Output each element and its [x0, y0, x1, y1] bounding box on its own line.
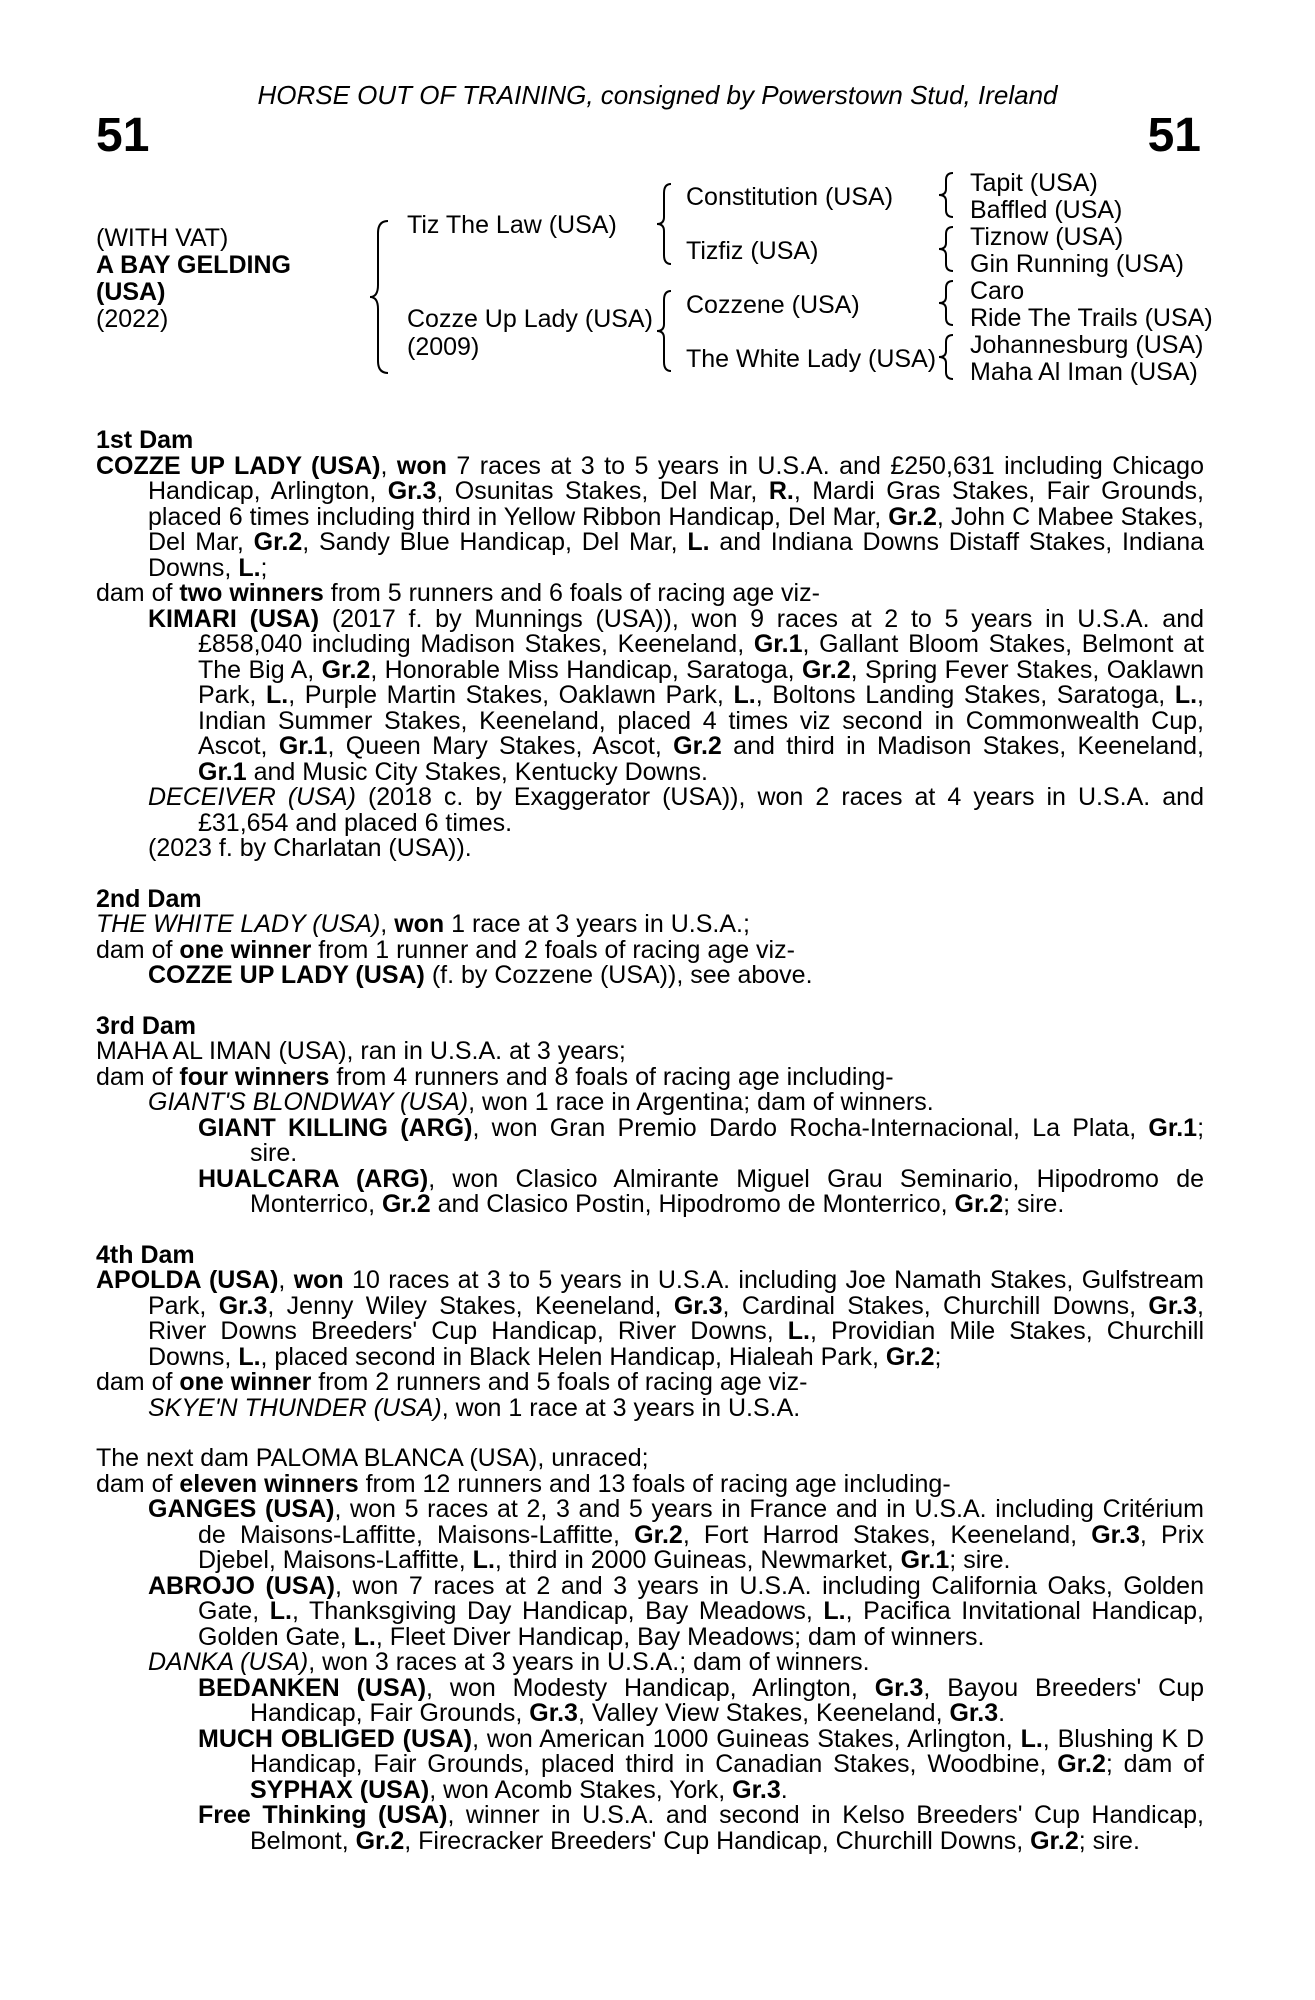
text-run: eleven winners	[179, 1469, 359, 1498]
text-run: .	[998, 1699, 1006, 1727]
text-run: L.	[1174, 681, 1198, 709]
text-run: 7 races at 3 to 5 years in U.S.A. and £250,631 including Chicago Handicap, Arlington,	[148, 451, 1204, 505]
text-run: and Indiana Downs Distaff Stakes, Indiana Downs,	[148, 528, 1204, 582]
dam-section	[96, 1240, 1204, 1422]
pedigree-paragraph	[96, 1673, 1205, 1727]
pedigree-paragraph	[96, 1650, 1204, 1676]
text-run: Gr.1	[278, 732, 328, 760]
text-run: , won Clasico Almirante Miguel Grau Seminario, Hipodromo de Monterrico,	[250, 1164, 1205, 1218]
pedigree-g7: Johannesburg (USA)	[970, 331, 1204, 359]
text-run: dam of	[96, 579, 180, 607]
text-run: one winner	[179, 1368, 312, 1396]
dam-heading: 4th Dam	[96, 1240, 195, 1269]
pedigree-paragraph	[96, 451, 1205, 582]
text-run: GANGES (USA)	[148, 1495, 335, 1523]
text-run: two winners	[179, 579, 324, 607]
text-run: L.	[787, 1317, 810, 1345]
pedigree-paragraph	[96, 785, 1204, 836]
text-run: L.	[238, 553, 261, 582]
text-run: from 2 runners and 5 foals of racing age viz-	[311, 1368, 808, 1396]
text-run: Free Thinking (USA)	[198, 1801, 448, 1829]
text-run: L.	[353, 1622, 376, 1651]
dam-section	[96, 1011, 1205, 1218]
pedigree-g4: Gin Running (USA)	[970, 250, 1184, 278]
text-run: , River Downs Breeders' Cup Handicap, River Downs,	[148, 1291, 1204, 1345]
text-run: and Clasico Postin, Hipodromo de Monterrico,	[430, 1190, 955, 1218]
text-run: Gr.2	[801, 655, 851, 684]
text-run: dam of	[96, 1368, 180, 1396]
pedigree-paragraph	[96, 1039, 1204, 1065]
pedigree-paragraph	[96, 935, 1204, 964]
text-run: , Prix Djebel, Maisons-Laffitte,	[198, 1520, 1204, 1574]
text-run: , Osunitas Stakes, Del Mar,	[436, 477, 769, 505]
horse-year: (2022)	[96, 305, 169, 333]
text-run: ; sire.	[949, 1546, 1011, 1574]
text-run: Gr.3	[732, 1775, 781, 1804]
text-run: Gr.3	[1148, 1291, 1198, 1320]
pedigree-paragraph	[96, 1469, 1204, 1498]
pedigree-brace-g2	[937, 224, 957, 274]
text-run: , Cardinal Stakes, Churchill Downs,	[722, 1291, 1149, 1320]
text-run: , winner in U.S.A. and second in Kelso Breeders' Cup Handicap, Belmont,	[250, 1801, 1204, 1855]
pedigree-g3: Tiznow (USA)	[970, 223, 1124, 251]
text-run: COZZE UP LADY (USA)	[148, 961, 425, 989]
pedigree-sire: Tiz The Law (USA)	[407, 211, 617, 239]
text-run: Gr.2	[888, 502, 937, 531]
text-run: Gr.2	[673, 732, 722, 760]
text-run: ABROJO (USA)	[148, 1571, 335, 1600]
text-run: Gr.3	[218, 1291, 268, 1320]
text-run: L.	[238, 1342, 261, 1371]
text-run: Gr.1	[198, 757, 247, 786]
text-run: (2018 c. by Exaggerator (USA)), won 2 races at 4 years in U.S.A. and £31,654 and placed 6 times.	[198, 783, 1204, 837]
text-run: , Gallant Bloom Stakes, Belmont at The Big A,	[198, 630, 1204, 684]
pedigree-brace-g4	[937, 332, 957, 382]
text-run: dam of	[96, 1062, 180, 1091]
pedigree-paragraph	[96, 1446, 1204, 1472]
text-run: HUALCARA (ARG)	[198, 1164, 429, 1193]
text-run: L.	[823, 1597, 846, 1625]
pedigree-g5: Caro	[970, 277, 1025, 305]
text-run: ,	[380, 451, 397, 480]
pedigree-paragraph	[96, 1370, 1204, 1396]
text-run: L.	[265, 681, 289, 709]
pedigree-paragraph	[96, 1164, 1205, 1218]
text-run: , won 7 races at 2 and 3 years in U.S.A. including California Oaks, Golden Gate,	[198, 1571, 1204, 1625]
text-run: DECEIVER (USA)	[148, 783, 356, 811]
text-run: The next dam PALOMA BLANCA (USA), unraced;	[96, 1444, 649, 1472]
dam-heading: 3rd Dam	[96, 1011, 197, 1040]
text-run: , Pacifica Invitational Handicap, Golden Gate,	[198, 1597, 1204, 1651]
text-run: (2023 f. by Charlatan (USA)).	[148, 834, 472, 862]
text-run: Gr.3	[874, 1673, 924, 1702]
text-run: ; sire.	[1078, 1826, 1140, 1855]
text-run: dam of	[96, 1469, 180, 1498]
text-run: dam of	[96, 935, 180, 964]
text-run: Gr.1	[753, 630, 803, 658]
pedigree-paragraph	[96, 1062, 1204, 1091]
pedigree-g6: Ride The Trails (USA)	[970, 304, 1213, 332]
text-run: L.	[733, 681, 756, 709]
text-run: SKYE'N THUNDER (USA)	[148, 1393, 442, 1422]
text-run: Gr.2	[885, 1342, 935, 1371]
horse-name: A BAY GELDING	[96, 251, 291, 279]
pedigree-paragraph	[96, 604, 1205, 786]
text-run: (f. by Cozzene (USA)), see above.	[424, 961, 813, 989]
text-run: ,	[278, 1266, 294, 1294]
text-run: , won Modesty Handicap, Arlington,	[426, 1673, 875, 1702]
pedigree-paragraph	[96, 912, 1204, 938]
text-run: , Valley View Stakes, Keeneland,	[577, 1699, 950, 1727]
text-run: ;	[934, 1342, 942, 1371]
text-run: , Thanksgiving Day Handicap, Bay Meadows,	[291, 1597, 824, 1625]
text-run: , Firecracker Breeders' Cup Handicap, Churchill Downs,	[404, 1826, 1031, 1855]
text-run: , won 5 races at 2, 3 and 5 years in France and in U.S.A. including Critérium de Maisons-Laffitte, Maisons-Laffitte,	[198, 1495, 1205, 1549]
text-run: , third in 2000 Guineas, Newmarket,	[494, 1546, 901, 1574]
text-run: DANKA (USA)	[148, 1648, 309, 1676]
lot-number-right: 51	[1147, 109, 1201, 162]
pedigree-paragraph	[96, 1724, 1204, 1804]
pedigree-brace-g1	[937, 170, 957, 220]
text-run: L.	[1020, 1724, 1043, 1753]
pedigree-paragraph	[96, 1393, 1204, 1422]
text-run: , Spring Fever Stakes, Oaklawn Park,	[198, 655, 1204, 709]
text-run: MUCH OBLIGED (USA)	[198, 1724, 473, 1753]
text-run: Gr.3	[387, 477, 437, 505]
text-run: ,	[380, 910, 395, 938]
text-run: SYPHAX (USA)	[250, 1775, 430, 1804]
text-run: ; sire.	[1003, 1190, 1065, 1218]
text-run: , Providian Mile Stakes, Churchill Downs,	[148, 1317, 1204, 1371]
dam-line-text	[96, 428, 1204, 1854]
text-run: , Boltons Landing Stakes, Saratoga,	[755, 681, 1175, 709]
pedigree-sire-sire: Constitution (USA)	[686, 183, 894, 211]
pedigree-paragraph	[96, 1113, 1205, 1167]
text-run: 1 race at 3 years in U.S.A.;	[444, 910, 750, 938]
text-run: APOLDA (USA)	[96, 1266, 279, 1294]
text-run: KIMARI (USA)	[148, 604, 320, 633]
text-run: GIANT KILLING (ARG)	[198, 1113, 473, 1142]
pedigree-g8: Maha Al Iman (USA)	[970, 358, 1198, 386]
pedigree-paragraph	[96, 1803, 1204, 1854]
text-run: from 12 runners and 13 foals of racing age including-	[358, 1469, 951, 1498]
text-run: , placed second in Black Helen Handicap, Hialeah Park,	[260, 1342, 886, 1371]
pedigree-brace-g3	[937, 278, 957, 328]
text-run: MAHA AL IMAN (USA), ran in U.S.A. at 3 years;	[96, 1037, 626, 1065]
text-run: won	[394, 910, 445, 938]
pedigree-paragraph	[96, 581, 1204, 607]
text-run: , Queen Mary Stakes, Ascot,	[327, 732, 674, 760]
text-run: , won American 1000 Guineas Stakes, Arlington,	[472, 1724, 1021, 1753]
text-run: R.	[768, 477, 794, 505]
text-run: L.	[472, 1546, 495, 1574]
text-run: from 1 runner and 2 foals of racing age viz-	[311, 935, 795, 964]
pedigree-paragraph	[96, 963, 1204, 989]
text-run: , won Gran Premio Dardo Rocha-Internacional, La Plata,	[472, 1113, 1149, 1142]
text-run: , won 1 race in Argentina; dam of winners.	[468, 1088, 934, 1116]
dam-section	[96, 1446, 1204, 1854]
pedigree-paragraph	[96, 836, 1204, 862]
pedigree-g2: Baffled (USA)	[970, 196, 1123, 224]
text-run: , Sandy Blue Handicap, Del Mar,	[302, 528, 688, 556]
pedigree-dam-dam: The White Lady (USA)	[686, 345, 937, 373]
text-run: , Bayou Breeders' Cup Handicap, Fair Grounds,	[250, 1673, 1205, 1727]
text-run: , Mardi Gras Stakes, Fair Grounds, placed 6 times including third in Yellow Ribbon Handicap, Del Mar,	[148, 477, 1205, 531]
text-run: , Fort Harrod Stakes, Keeneland,	[682, 1520, 1092, 1549]
pedigree-paragraph	[96, 1571, 1204, 1651]
text-run: , John C Mabee Stakes, Del Mar,	[148, 502, 1204, 556]
pedigree-sire-dam: Tizfiz (USA)	[686, 237, 819, 265]
text-run: Gr.3	[529, 1699, 578, 1727]
text-run: Gr.2	[954, 1190, 1004, 1218]
text-run: Gr.2	[321, 655, 371, 684]
pedigree-brace-main	[368, 217, 394, 377]
text-run: and Music City Stakes, Kentucky Downs.	[246, 757, 708, 786]
text-run: GIANT'S BLONDWAY (USA)	[148, 1088, 469, 1116]
pedigree-paragraph	[96, 1090, 1204, 1116]
text-run: , Fleet Diver Handicap, Bay Meadows; dam of winners.	[375, 1622, 985, 1651]
horse-origin: (USA)	[96, 278, 166, 306]
text-run: , Purple Martin Stakes, Oaklawn Park,	[288, 681, 734, 709]
text-run: , Blushing K D Handicap, Fair Grounds, placed third in Canadian Stakes, Woodbine,	[250, 1724, 1204, 1778]
text-run: THE WHITE LADY (USA)	[96, 910, 381, 938]
text-run: , won Acomb Stakes, York,	[429, 1775, 733, 1804]
text-run: Gr.2	[1057, 1750, 1106, 1778]
text-run: Gr.2	[1030, 1826, 1079, 1855]
lot-header: HORSE OUT OF TRAINING, consigned by Powerstown Stud, Ireland	[257, 80, 1058, 110]
text-run: , won 3 races at 3 years in U.S.A.; dam of winners.	[308, 1648, 870, 1676]
text-run: won	[293, 1266, 344, 1294]
text-run: , Honorable Miss Handicap, Saratoga,	[370, 655, 802, 684]
text-run: 10 races at 3 to 5 years in U.S.A. including Joe Namath Stakes, Gulfstream Park,	[148, 1266, 1204, 1320]
pedigree-brace-dam	[655, 288, 675, 374]
text-run: four winners	[179, 1062, 330, 1091]
text-run: Gr.2	[355, 1826, 405, 1855]
pedigree-brace-sire	[655, 181, 675, 267]
horse-description	[96, 225, 291, 333]
text-run: Gr.2	[634, 1520, 683, 1549]
text-run: ; sire.	[250, 1113, 1205, 1167]
dam-heading: 2nd Dam	[96, 884, 202, 913]
text-run: , won 1 race at 3 years in U.S.A.	[441, 1393, 801, 1422]
text-run: from 4 runners and 8 foals of racing age including-	[329, 1062, 894, 1091]
text-run: Gr.3	[949, 1699, 999, 1727]
lot-number-left: 51	[96, 109, 150, 162]
text-run: (2017 f. by Munnings (USA)), won 9 races at 2 to 5 years in U.S.A. and £858,040 including Madison Stakes, Keeneland,	[198, 604, 1205, 658]
text-run: ; dam of	[1105, 1750, 1204, 1778]
text-run: COZZE UP LADY (USA)	[96, 451, 381, 480]
dam-section	[96, 428, 1204, 862]
text-run: one winner	[179, 935, 312, 964]
dam-heading: 1st Dam	[96, 426, 194, 454]
dam-section	[96, 884, 1204, 989]
pedigree-dam: Cozze Up Lady (USA)	[407, 305, 653, 333]
text-run: Gr.3	[673, 1291, 723, 1320]
text-run: , Indian Summer Stakes, Keeneland, placed 4 times viz second in Commonwealth Cup, Ascot,	[198, 681, 1204, 760]
pedigree-paragraph	[96, 1268, 1204, 1370]
pedigree-paragraph	[96, 1497, 1204, 1574]
text-run: Gr.2	[381, 1190, 431, 1218]
pedigree-dam-year: (2009)	[407, 333, 480, 361]
text-run: L.	[687, 528, 710, 556]
text-run: ;	[260, 553, 268, 582]
text-run: from 5 runners and 6 foals of racing age viz-	[323, 579, 820, 607]
text-run: Gr.1	[1148, 1113, 1198, 1142]
pedigree-g1: Tapit (USA)	[970, 169, 1098, 197]
text-run: , Jenny Wiley Stakes, Keeneland,	[267, 1291, 674, 1320]
text-run: Gr.2	[253, 528, 303, 556]
text-run: BEDANKEN (USA)	[198, 1673, 427, 1702]
text-run: Gr.3	[1091, 1520, 1140, 1549]
text-run: won	[396, 451, 447, 480]
pedigree-dam-sire: Cozzene (USA)	[686, 291, 860, 319]
vat-label: (WITH VAT)	[96, 224, 229, 252]
text-run: .	[780, 1775, 788, 1804]
text-run: L.	[269, 1597, 292, 1625]
text-run: and third in Madison Stakes, Keeneland,	[721, 732, 1204, 760]
text-run: Gr.1	[900, 1546, 950, 1574]
